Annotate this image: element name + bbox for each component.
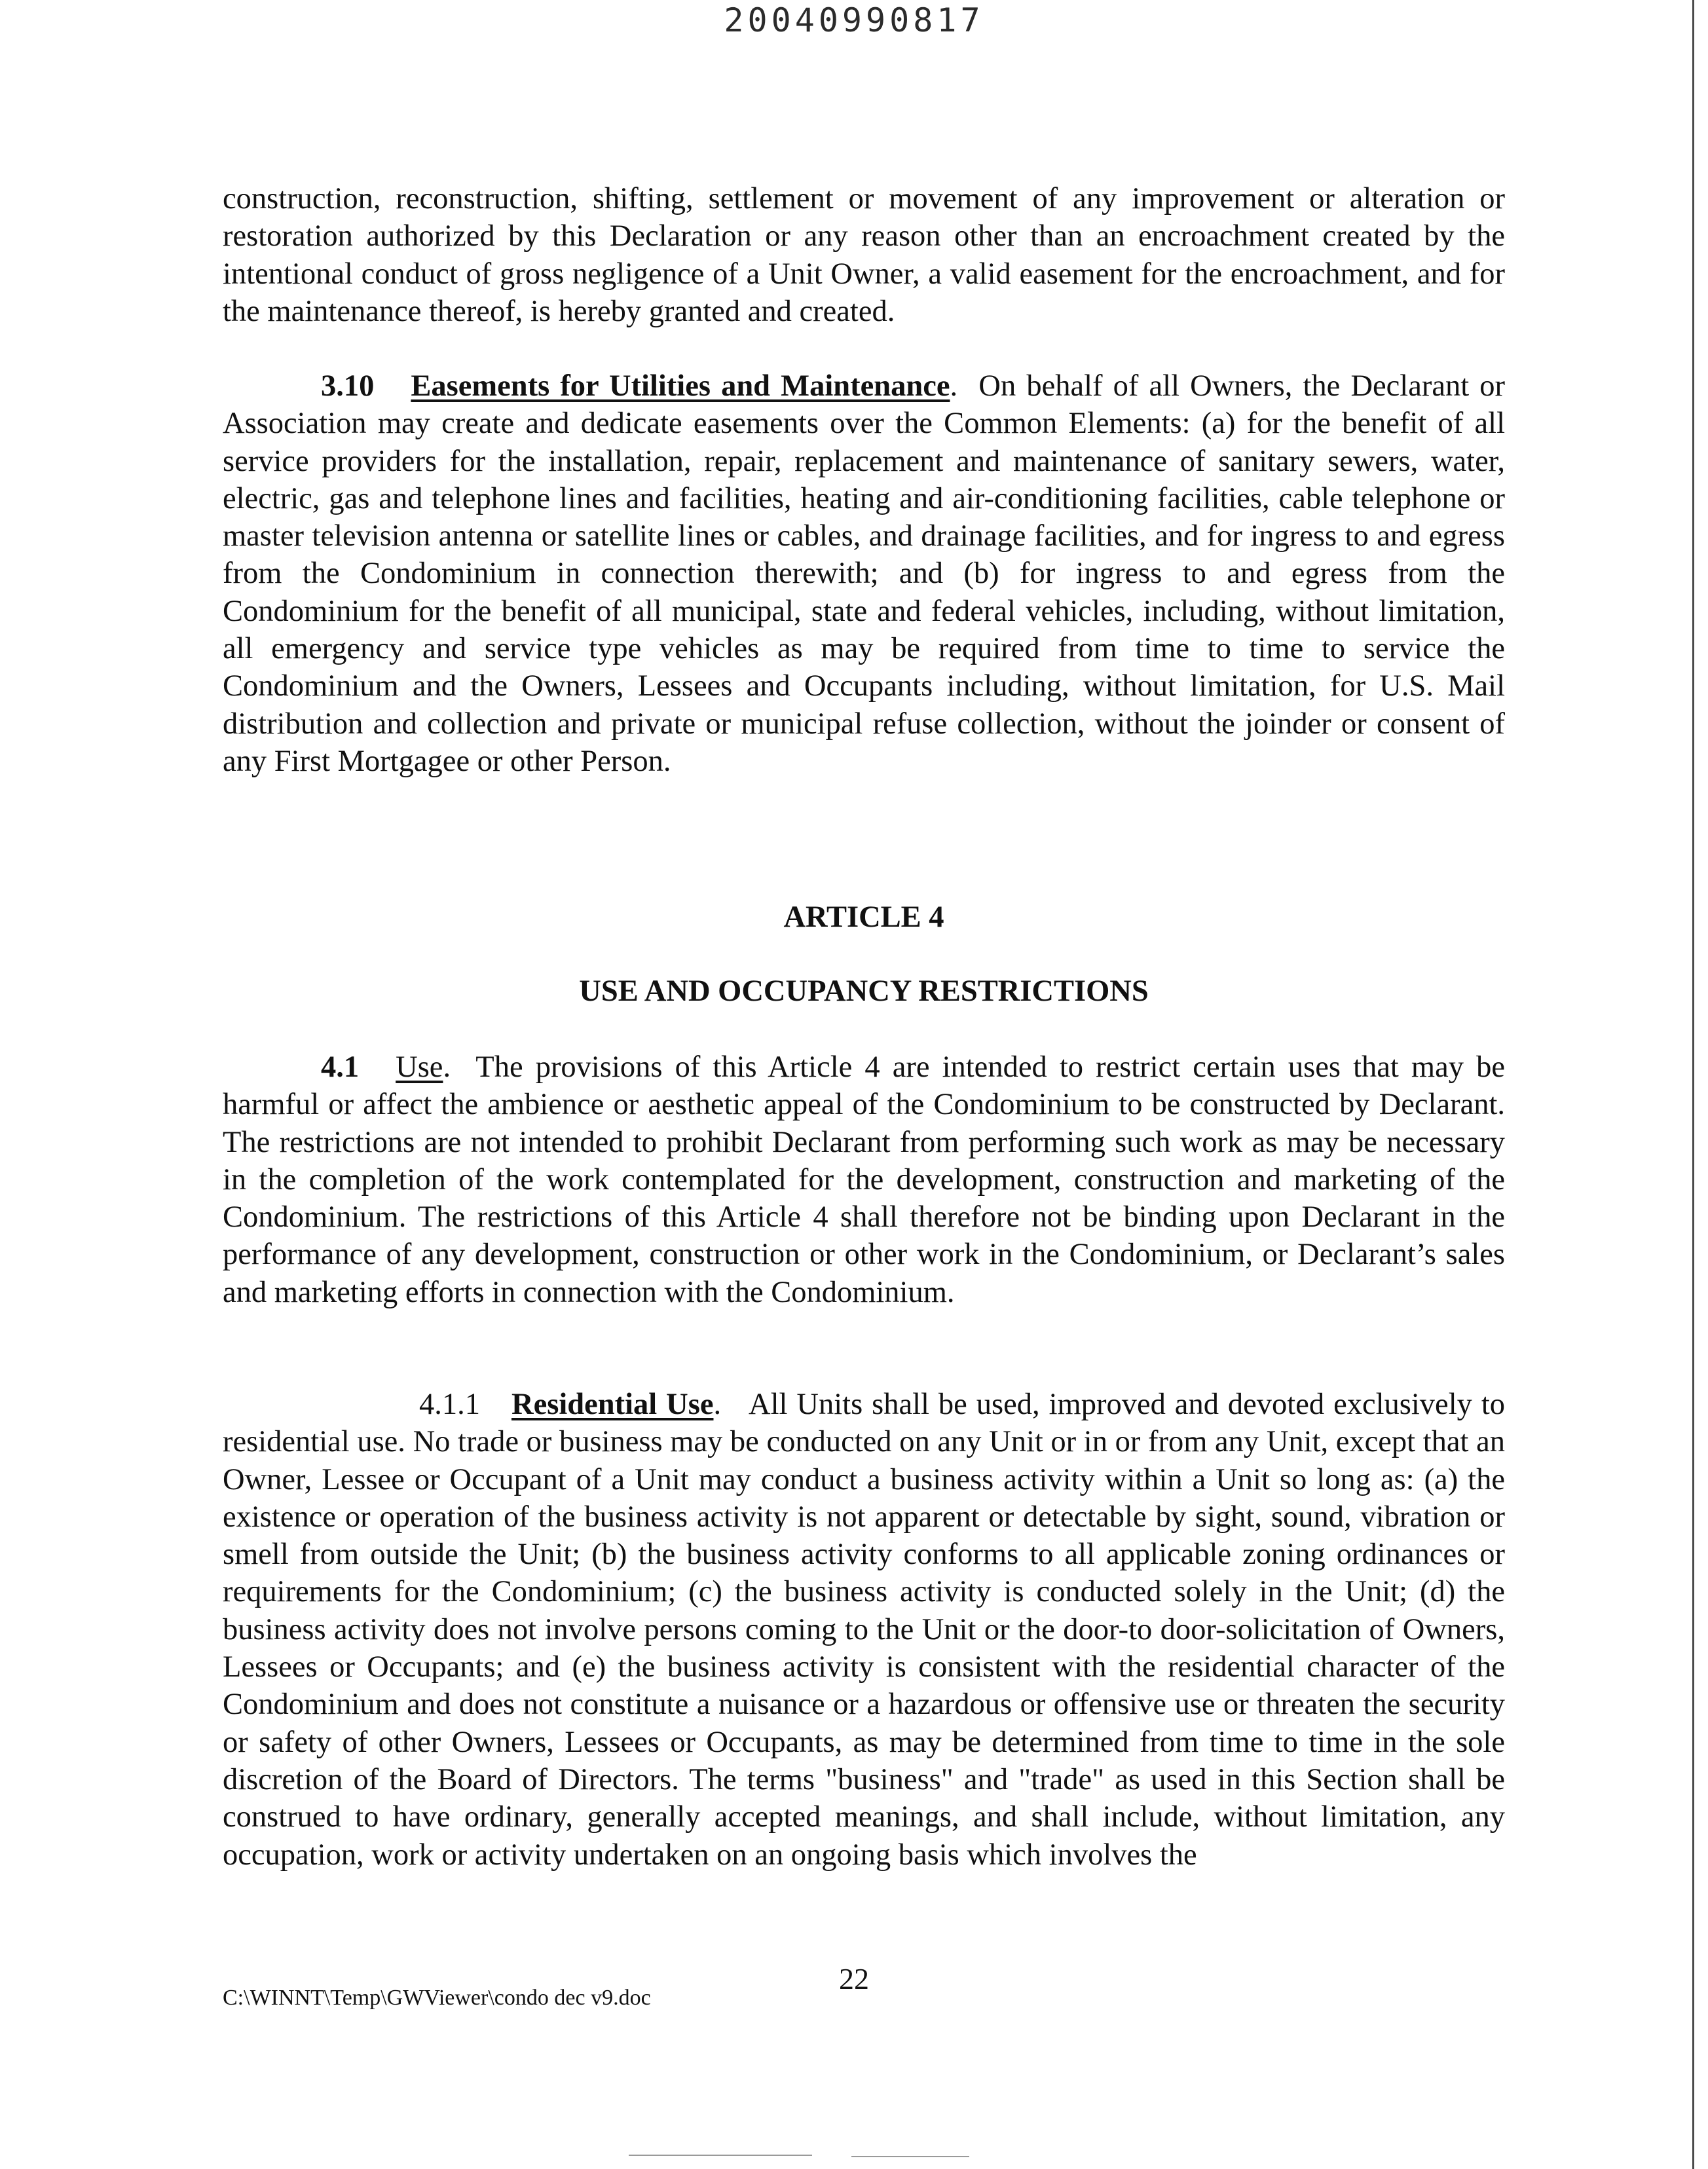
section-4-1 (223, 1048, 1505, 1311)
section-number: 4.1 (321, 1050, 360, 1084)
article-number: ARTICLE 4 (783, 900, 944, 934)
article-title: USE AND OCCUPANCY RESTRICTIONS (579, 974, 1149, 1008)
section-4-1-1-paragraph: 4.1.1 Residential Use. All Units shall be used, improved and devoted exclusively to residential use. No trade or business may be conducted on any Unit or in or from any Unit, except that an Owner, Lessee or Occupant of a Unit may conduct a business activity within a Unit so long as: (a) the existence or operation of the business activity is not apparent or detectable by sight, sound, vibration or smell from outside the Unit; (b) the business activity conforms to all applicable zoning ordinances or requirements for the Condominium; (c) the business activity is conducted solely in the Unit; (d) the business activity does not involve persons coming to the Unit or the door-to door-solicitation of Owners, Lessees or Occupants; and (e) the business activity is consistent with the residential character of the Condominium and does not constitute a nuisance or a hazardous or offensive use or threaten the security or safety of other Owners, Lessees or Occupants, as may be determined from time to time in the sole discretion of the Board of Directors. The terms "business" and "trade" as used in this Section shall be construed to have ordinary, generally accepted meanings, and shall include, without limitation, any occupation, work or activity undertaken on an ongoing basis which involves the (223, 1388, 1505, 1872)
section-title: Easements for Utilities and Maintenance (411, 369, 950, 403)
page-number: 22 (839, 1962, 869, 1995)
section-title: Residential Use (511, 1388, 714, 1421)
document-number: 20040990817 (724, 1, 984, 39)
section-title: Use (396, 1050, 443, 1084)
section-text: The provisions of this Article 4 are intended to restrict certain uses that may be harmful or affect the ambience or aesthetic appeal of the Condominium to be constructed by Declarant. The restrictions are not intended to prohibit Declarant from performing such work as may be necessary in the completion of the work contemplated for the development, construction and marketing of the Condominium. The restrictions of this Article 4 shall therefore not be binding upon Declarant in the performance of any development, construction or other work in the Condominium, or Declarant’s sales and marketing efforts in connection with the Condominium. (223, 1050, 1505, 1309)
section-text: On behalf of all Owners, the Declarant or Association may create and dedicate easements over the Common Elements: (a) for the benefit of all service providers for the installation, repair, replacement and maintenance of sanitary sewers, water, electric, gas and telephone lines and facilities, heating and air-conditioning facilities, cable telephone or master television antenna or satellite lines or cables, and drainage facilities, and for ingress to and egress from the Condominium in connection therewith; and (b) for ingress to and egress from the Condominium for the benefit of all municipal, state and federal vehicles, including, without limitation, all emergency and service type vehicles as may be required from time to time to service the Condominium and the Owners, Lessees and Occupants including, without limitation, for U.S. Mail distribution and collection and private or municipal refuse collection, without the joinder or consent of any First Mortgagee or other Person. (223, 369, 1506, 778)
intro-text: construction, reconstruction, shifting, settlement or movement of any improvement or alteration or restoration authorized by this Declaration or any reason other than an encroachment created by the intentional conduct of gross negligence of a Unit Owner, a valid easement for the encroachment, and for the maintenance thereof, is hereby granted and created. (223, 182, 1505, 328)
scan-artifact (851, 2156, 969, 2157)
section-4-1-1 (223, 1386, 1505, 1874)
section-number: 4.1.1 (419, 1388, 480, 1421)
section-3-10-paragraph: 3.10 Easements for Utilities and Maintenance. On behalf of all Owners, the Declarant or Association may create and dedicate easements over the Common Elements: (a) for the benefit of all service providers for the installation, repair, replacement and maintenance of sanitary sewers, water, electric, gas and telephone lines and facilities, heating and air-conditioning facilities, cable telephone or master television antenna or satellite lines or cables, and drainage facilities, and for ingress to and egress from the Condominium in connection therewith; and (b) for ingress to and egress from the Condominium for the benefit of all municipal, state and federal vehicles, including, without limitation, all emergency and service type vehicles as may be required from time to time to service the Condominium and the Owners, Lessees and Occupants including, without limitation, for U.S. Mail distribution and collection and private or municipal refuse collection, without the joinder or consent of any First Mortgagee or other Person. (223, 369, 1506, 778)
section-4-1-paragraph: 4.1 Use. The provisions of this Article 4 are intended to restrict certain uses that may be harmful or affect the ambience or aesthetic appeal of the Condominium to be constructed by Declarant. The restrictions are not intended to prohibit Declarant from performing such work as may be necessary in the completion of the work contemplated for the development, construction and marketing of the Condominium. The restrictions of this Article 4 shall therefore not be binding upon Declarant in the performance of any development, construction or other work in the Condominium, or Declarant’s sales and marketing efforts in connection with the Condominium. (223, 1050, 1505, 1309)
file-path: C:\WINNT\Temp\GWViewer\condo dec v9.doc (223, 1986, 651, 2010)
section-3-10 (223, 367, 1505, 780)
section-number: 3.10 (321, 369, 375, 403)
section-text: All Units shall be used, improved and devoted exclusively to residential use. No trade or business may be conducted on any Unit or in or from any Unit, except that an Owner, Lessee or Occupant of a Unit may conduct a business activity within a Unit so long as: (a) the existence or operation of the business activity is not apparent or detectable by sight, sound, vibration or smell from outside the Unit; (b) the business activity conforms to all applicable zoning ordinances or requirements for the Condominium; (c) the business activity is conducted solely in the Unit; (d) the business activity does not involve persons coming to the Unit or the door-to door-solicitation of Owners, Lessees or Occupants; and (e) the business activity is consistent with the residential character of the Condominium and does not constitute a nuisance or a hazardous or offensive use or threaten the security or safety of other Owners, Lessees or Occupants, as may be determined from time to time in the sole discretion of the Board of Directors. The terms "business" and "trade" as used in this Section shall be construed to have ordinary, generally accepted meanings, and shall include, without limitation, any occupation, work or activity undertaken on an ongoing basis which involves the (223, 1388, 1505, 1872)
scan-artifact (629, 2155, 812, 2156)
intro-paragraph (223, 180, 1505, 330)
scan-edge-line (1692, 0, 1694, 2169)
